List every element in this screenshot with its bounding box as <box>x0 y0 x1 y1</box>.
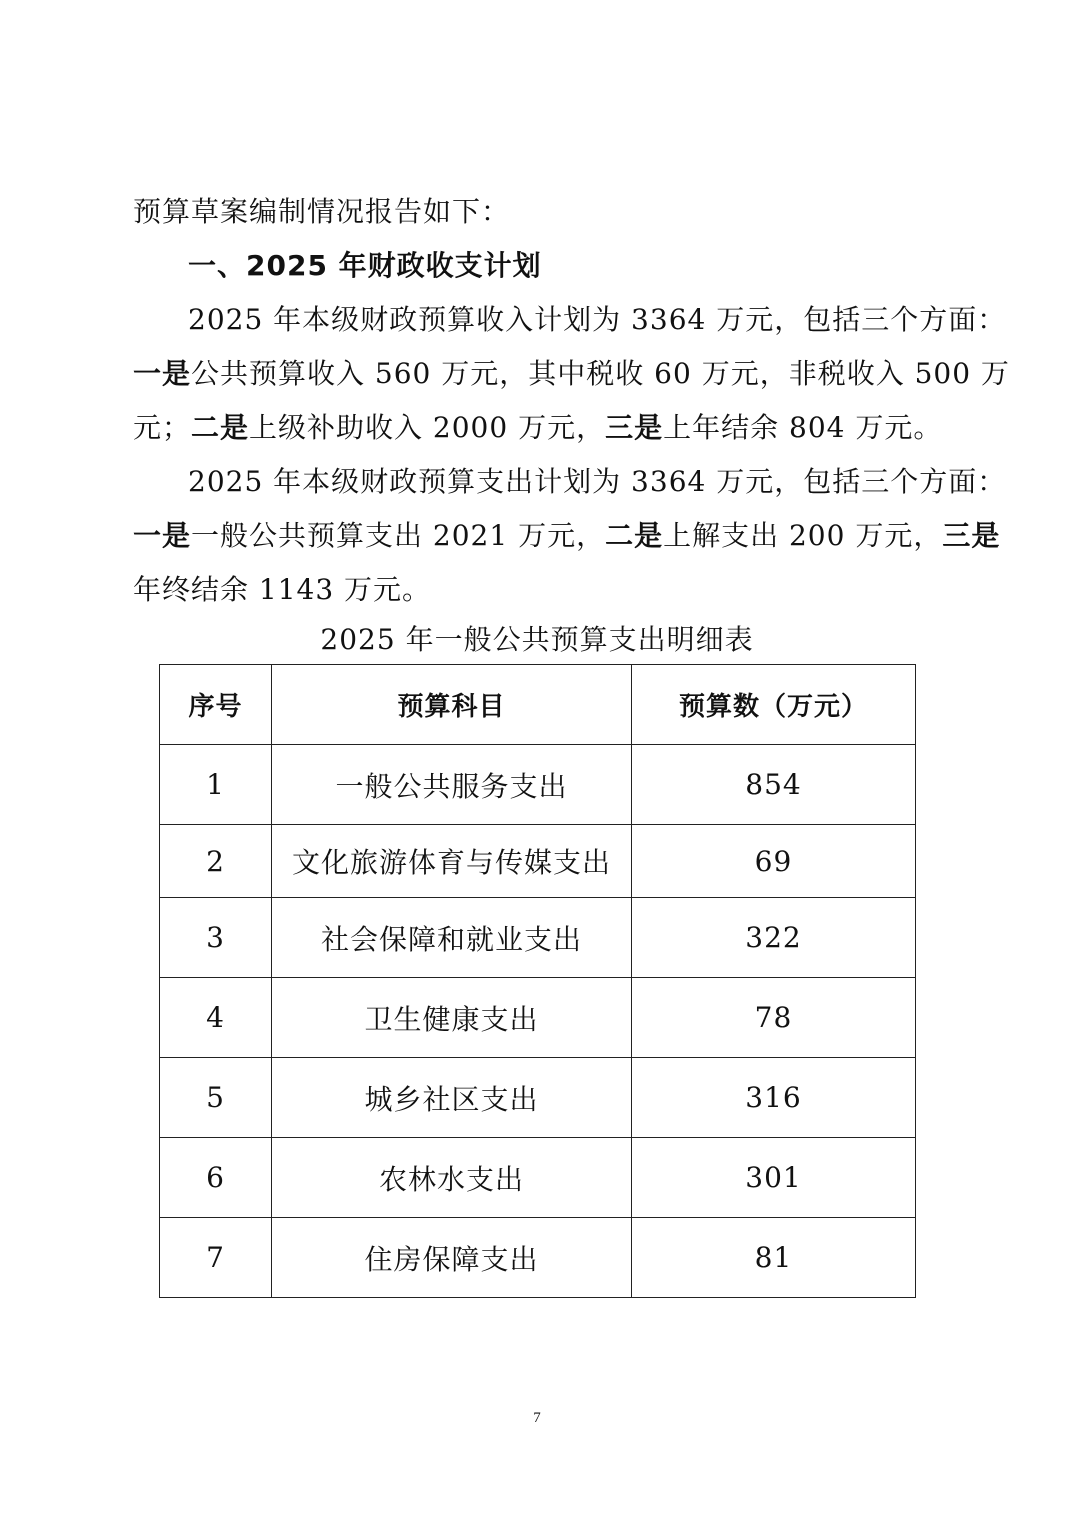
expense-paragraph-line-2 <box>133 518 1001 554</box>
row-item: 一般公共服务支出 <box>272 745 632 825</box>
row-item: 农林水支出 <box>272 1138 632 1218</box>
table-row <box>160 1218 916 1298</box>
emphasis-third: 三是 <box>942 519 1001 552</box>
text-run: 一般公共预算支出 2021 万元， <box>191 519 606 552</box>
table-row <box>160 898 916 978</box>
row-index: 7 <box>160 1218 272 1298</box>
row-amount: 854 <box>632 745 916 825</box>
expense-paragraph-line-3: 年终结余 1143 万元。 <box>133 573 432 606</box>
row-amount: 322 <box>632 898 916 978</box>
text-run: 公共预算收入 560 万元，其中税收 60 万元，非税收入 500 万 <box>191 357 1010 390</box>
table-row <box>160 978 916 1058</box>
text-run: 上级补助收入 2000 万元， <box>249 411 606 444</box>
intro-line: 预算草案编制情况报告如下： <box>133 195 511 228</box>
row-amount: 78 <box>632 978 916 1058</box>
text-run: 元； <box>133 411 192 444</box>
expense-paragraph-line-1: 2025 年本级财政预算支出计划为 3364 万元，包括三个方面： <box>188 465 1007 498</box>
row-item: 卫生健康支出 <box>272 978 632 1058</box>
emphasis-first: 一是 <box>133 357 192 390</box>
header-item: 预算科目 <box>272 665 632 745</box>
row-index: 2 <box>160 825 272 898</box>
header-index: 序号 <box>160 665 272 745</box>
row-item: 住房保障支出 <box>272 1218 632 1298</box>
row-index: 5 <box>160 1058 272 1138</box>
emphasis-second: 二是 <box>605 519 664 552</box>
emphasis-second: 二是 <box>191 411 250 444</box>
income-paragraph-line-1: 2025 年本级财政预算收入计划为 3364 万元，包括三个方面： <box>188 303 1007 336</box>
row-index: 1 <box>160 745 272 825</box>
table-header-row <box>160 665 916 745</box>
table-caption: 2025 年一般公共预算支出明细表 <box>320 623 754 656</box>
row-item: 文化旅游体育与传媒支出 <box>272 825 632 898</box>
row-amount: 316 <box>632 1058 916 1138</box>
table-row <box>160 745 916 825</box>
section-heading: 一、2025 年财政收支计划 <box>188 249 542 282</box>
row-item: 社会保障和就业支出 <box>272 898 632 978</box>
row-index: 3 <box>160 898 272 978</box>
income-paragraph-line-2 <box>133 356 1010 392</box>
text-run: 上解支出 200 万元， <box>663 519 943 552</box>
table-row <box>160 825 916 898</box>
row-amount: 69 <box>632 825 916 898</box>
income-paragraph-line-3 <box>133 410 945 446</box>
row-index: 4 <box>160 978 272 1058</box>
header-amount: 预算数（万元） <box>632 665 916 745</box>
emphasis-third: 三是 <box>605 411 664 444</box>
text-run: 上年结余 804 万元。 <box>663 411 943 444</box>
budget-table <box>159 664 916 1298</box>
row-index: 6 <box>160 1138 272 1218</box>
row-amount: 81 <box>632 1218 916 1298</box>
page-number: 7 <box>533 1410 541 1426</box>
table-row <box>160 1138 916 1218</box>
row-amount: 301 <box>632 1138 916 1218</box>
table-row <box>160 1058 916 1138</box>
emphasis-first: 一是 <box>133 519 192 552</box>
row-item: 城乡社区支出 <box>272 1058 632 1138</box>
